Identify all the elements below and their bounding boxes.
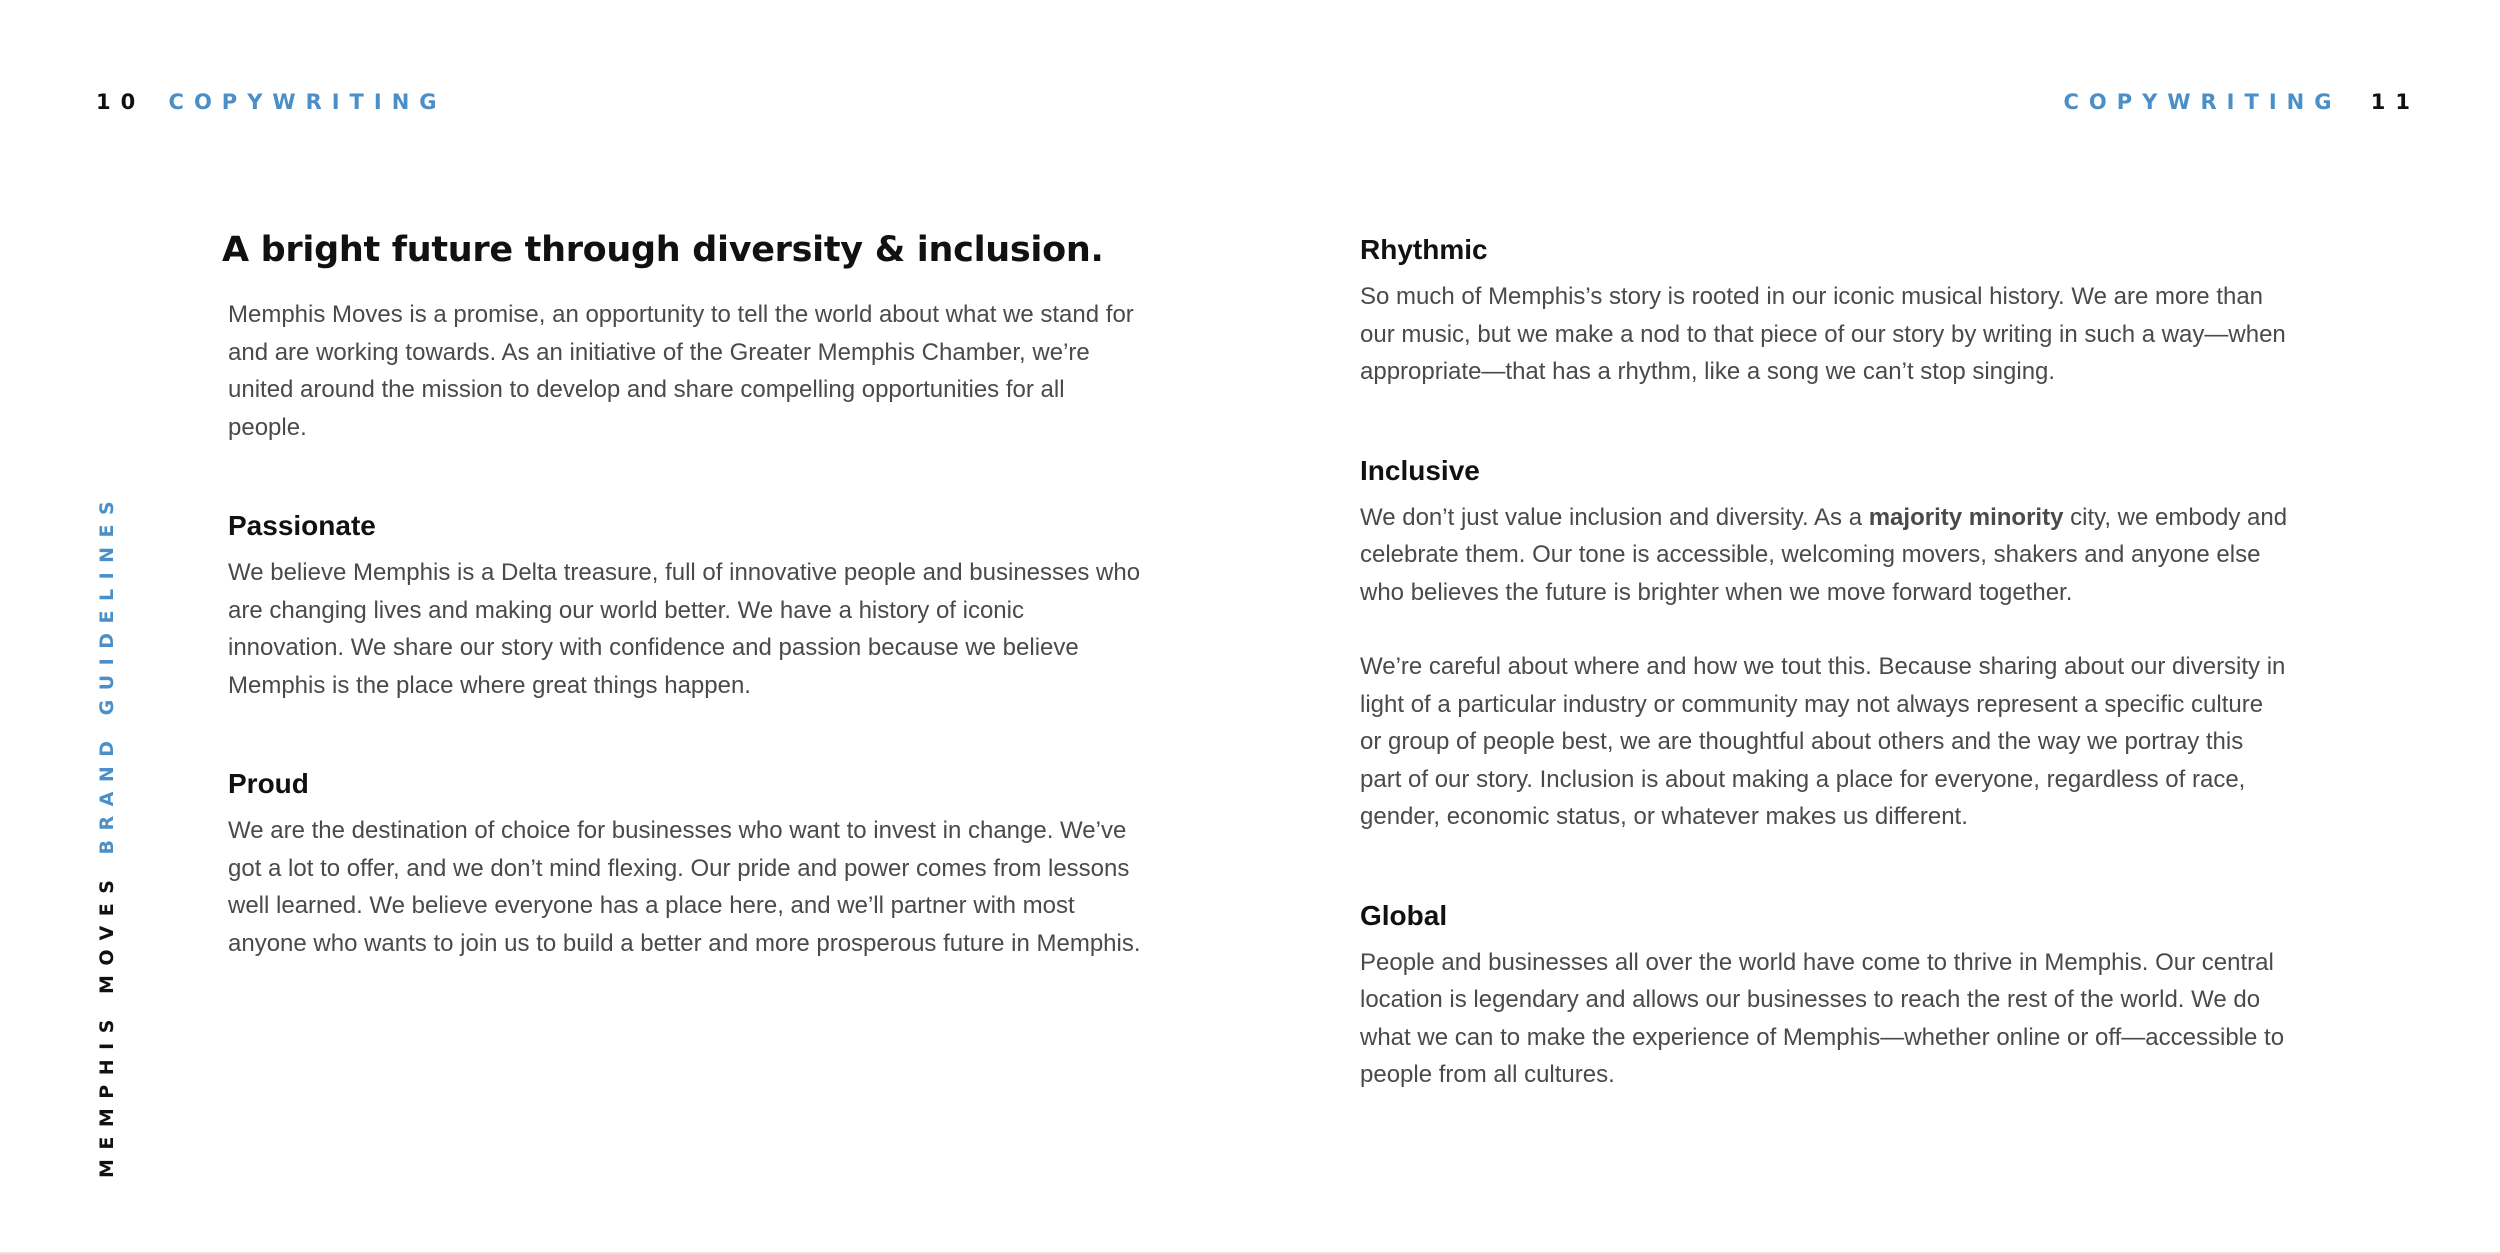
vertical-brand-label xyxy=(92,492,122,1178)
passionate-paragraph: We believe Memphis is a Delta treasure, full of innovative people and businesses who are changing lives and making our world better. We have a history of iconic innovation. We share our story with confidence and passion because we believe Memphis is the place where great things happen. xyxy=(228,559,1141,699)
inclusive-text-before: We don’t just value inclusion and diversity. As a xyxy=(1360,503,1869,531)
global-heading: Global xyxy=(1360,899,1448,931)
brand-name: MEMPHIS MOVES xyxy=(96,870,118,1178)
rhythmic-paragraph: So much of Memphis’s story is rooted in our iconic musical history. We are more than our music, but we make a nod to that piece of our story by writing in such a way—when appropriate—that has a rhythm, like a song we can’t stop singing. xyxy=(1360,283,2286,385)
inclusive-text-after: city, we embody and celebrate them. Our tone is accessible, welcoming movers, shakers and anyone else who believes the future is brighter when we move forward together. xyxy=(1360,503,2288,606)
left-page-header xyxy=(96,90,447,114)
intro-paragraph: Memphis Moves is a promise, an opportunity to tell the world about what we stand for and are working towards. As an initiative of the Greater Memphis Chamber, we’re united around the mission to develop and share compelling opportunities for all people. xyxy=(228,301,1134,441)
rhythmic-heading: Rhythmic xyxy=(1360,234,1488,265)
proud-paragraph: We are the destination of choice for businesses who want to invest in change. We’ve got a lot to offer, and we don’t mind flexing. Our pride and power comes from lessons well learned. We believe everyone has a place here, and we’ll partner with most anyone who wants to join us to build a better and more prosperous future in Memphis. xyxy=(228,817,1141,957)
page-headline: A bright future through diversity & inclusion. xyxy=(222,230,1104,270)
right-page-header xyxy=(2063,90,2420,114)
inclusive-paragraph xyxy=(1360,499,2290,612)
majority-minority-emphasis: majority minority xyxy=(1868,503,2064,531)
right-page-number: 11 xyxy=(2370,90,2420,114)
right-section-label: COPYWRITING xyxy=(2063,90,2342,114)
left-page-number: 10 xyxy=(96,90,146,114)
left-section-label: COPYWRITING xyxy=(168,90,447,114)
passionate-heading: Passionate xyxy=(228,510,376,541)
proud-heading: Proud xyxy=(228,768,309,799)
inclusive-heading: Inclusive xyxy=(1360,454,1480,486)
inclusive-paragraph-2: We’re careful about where and how we tout this. Because sharing about our diversity in light of a particular industry or community may not always represent a specific culture or group of people best, we are thoughtful about others and the way we portray this part of our story. Inclusion is about making a place for everyone, regardless of race, gender, economic status, or whatever makes us different. xyxy=(1360,653,2286,830)
global-paragraph: People and businesses all over the world have come to thrive in Memphis. Our central location is legendary and allows our businesses to reach the rest of the world. We do what we can to make the experience of Memphis—whether online or off—accessible to people from all cultures. xyxy=(1360,948,2285,1088)
right-page-content xyxy=(1360,228,2290,1094)
document-name: BRAND GUIDELINES xyxy=(96,491,118,855)
left-page-content xyxy=(222,228,1142,962)
